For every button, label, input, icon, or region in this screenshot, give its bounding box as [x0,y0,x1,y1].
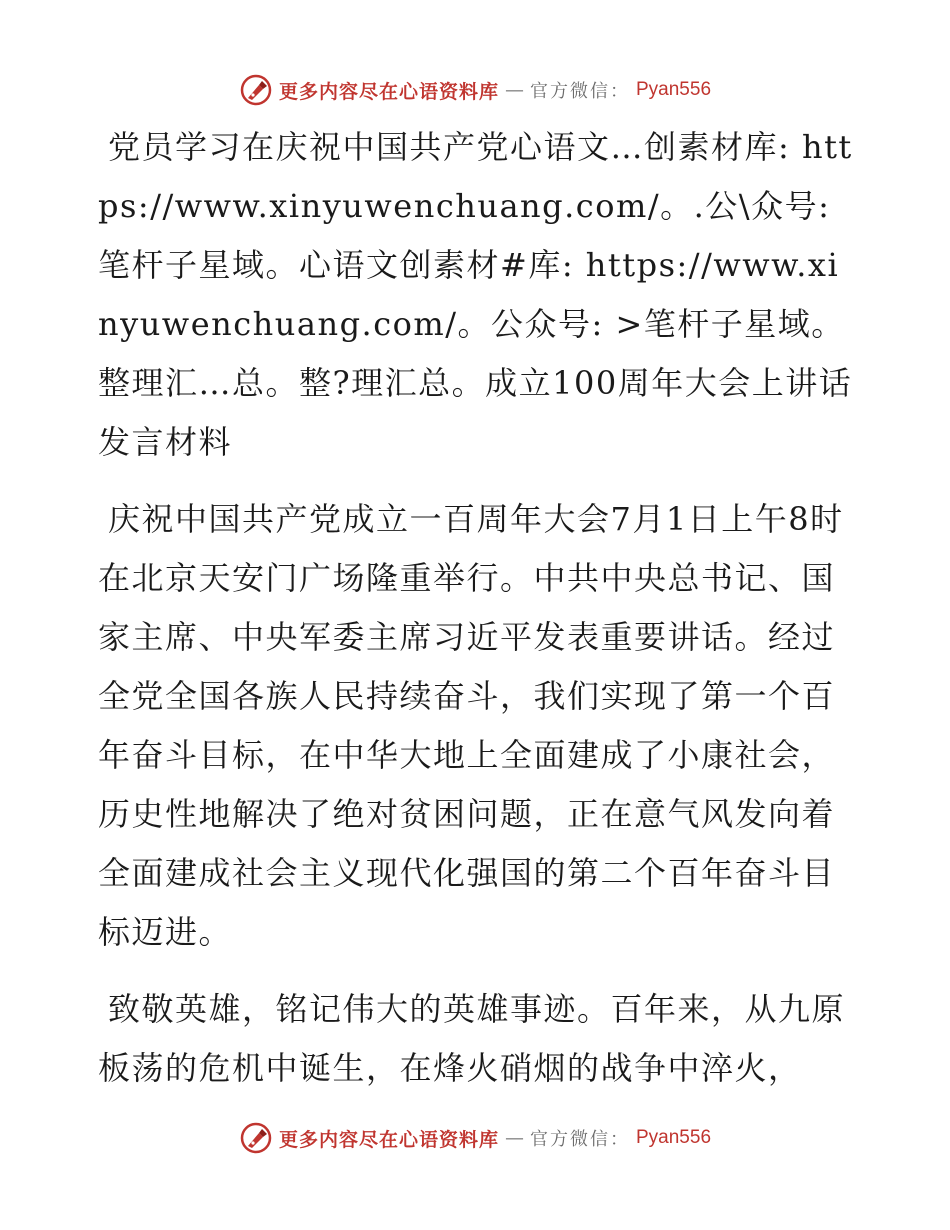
document-body [98,118,858,1116]
wechat-label: 官方微信： [530,1129,630,1150]
footer-separator: — [505,1127,524,1149]
page-footer [0,1118,950,1158]
paragraph-intro: 庆祝中国共产党成立一百周年大会7月1日上午8时在北京天安门广场隆重举行。中共中央总书记、国家主席、中央军委主席习近平发表重要讲话。经过全党全国各族人民持续奋斗，我们实现了第一个百年奋斗目标，在中华大地上全面建成了小康社会，历史性地解决了绝对贫困问题，正在意气风发向着全面建成社会主义现代化强国的第二个百年奋斗目标迈进。 [98,500,844,951]
page-header [0,70,950,110]
wechat-label: 官方微信： [530,81,630,102]
site-name: 更多内容尽在心语资料库 [278,1128,499,1151]
pen-nib-circle-icon [239,73,273,107]
wechat-id: Pyan556 [636,1127,712,1148]
site-name: 更多内容尽在心语资料库 [278,80,499,103]
pen-nib-circle-icon [239,1121,273,1155]
paragraph-heroes: 致敬英雄，铭记伟大的英雄事迹。百年来，从九原板荡的危机中诞生，在烽火硝烟的战争中淬火， [98,990,846,1087]
wechat-id: Pyan556 [636,79,712,100]
paragraph-title: 党员学习在庆祝中国共产党心语文…创素材库: https://www.xinyuwenchuang.com/。.公\众号: 笔杆子星域。心语文创素材#库: https://www.xinyuwenchuang.com/。公众号: >笔杆子星域。整理汇…总。整?理汇总。成立100周年大会上讲话发言材料 [98,128,853,461]
header-separator: — [505,79,524,101]
